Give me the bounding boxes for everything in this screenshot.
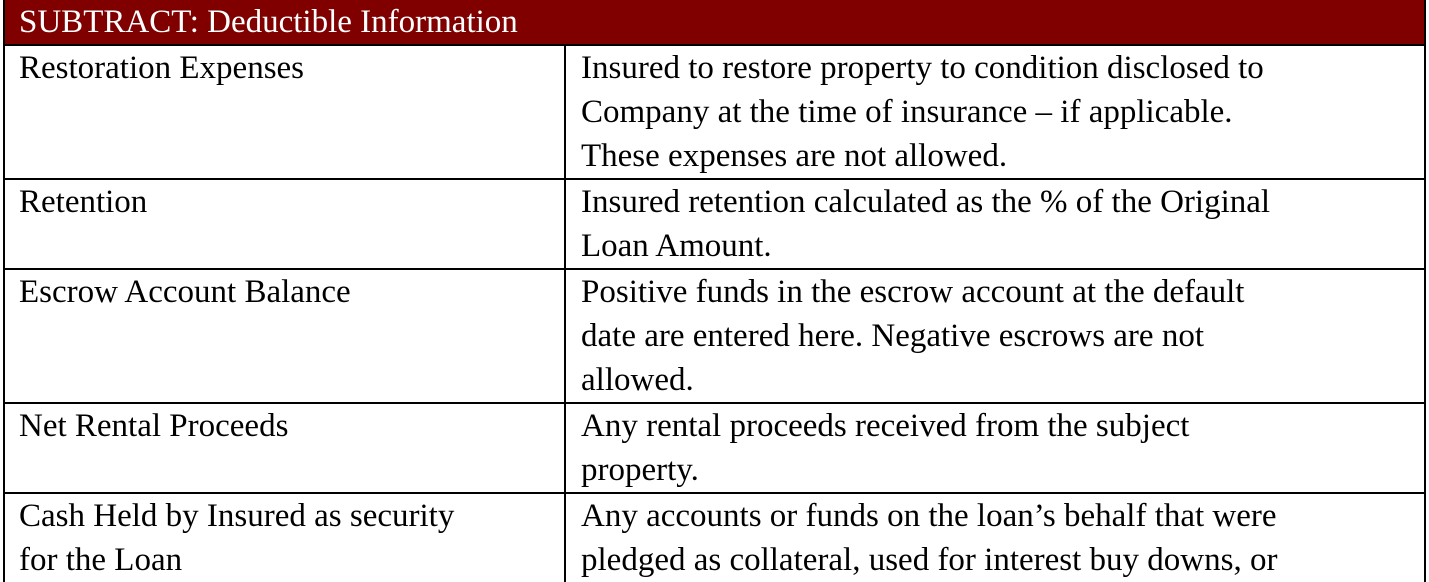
row-label: [3, 270, 566, 402]
row-description-line: Company at the time of insurance – if applicable.: [581, 94, 1233, 130]
row-label: [3, 494, 566, 582]
row-description: [566, 494, 1426, 582]
row-description-line: allowed.: [581, 362, 694, 398]
row-description-line: Any accounts or funds on the loan’s behalf that were: [581, 498, 1277, 534]
table-row-net-rental-proceeds: [3, 402, 1426, 492]
row-label-line: Escrow Account Balance: [19, 274, 351, 310]
table-row-cash-held-by-insured: [3, 492, 1426, 582]
row-description: [566, 180, 1426, 268]
table-row-retention: [3, 178, 1426, 268]
deductible-information-table: [3, 0, 1426, 582]
row-label: [3, 404, 566, 492]
row-description: [566, 404, 1426, 492]
row-description-line: Positive funds in the escrow account at the default: [581, 274, 1245, 310]
row-label-line: Cash Held by Insured as security: [19, 498, 455, 534]
table-row-restoration-expenses: [3, 44, 1426, 178]
row-label-line: for the Loan: [19, 542, 183, 578]
row-description-line: pledged as collateral, used for interest buy downs, or: [581, 542, 1278, 578]
row-label-line: Retention: [19, 184, 148, 220]
table-header: [3, 0, 1426, 44]
row-label-line: Restoration Expenses: [19, 50, 305, 86]
row-description-line: property.: [581, 452, 699, 488]
row-label-line: Net Rental Proceeds: [19, 408, 289, 444]
row-description-line: These expenses are not allowed.: [581, 138, 1008, 174]
row-description-line: Insured retention calculated as the % of the Original: [581, 184, 1271, 220]
table-title: SUBTRACT: Deductible Information: [19, 4, 518, 40]
row-description-line: date are entered here. Negative escrows are not: [581, 318, 1204, 354]
row-description-line: Any rental proceeds received from the subject: [581, 408, 1190, 444]
row-label: [3, 46, 566, 178]
row-description: [566, 270, 1426, 402]
table-row-escrow-account-balance: [3, 268, 1426, 402]
row-description-line: Insured to restore property to condition disclosed to: [581, 50, 1264, 86]
row-label: [3, 180, 566, 268]
row-description: [566, 46, 1426, 178]
row-description-line: Loan Amount.: [581, 228, 772, 264]
